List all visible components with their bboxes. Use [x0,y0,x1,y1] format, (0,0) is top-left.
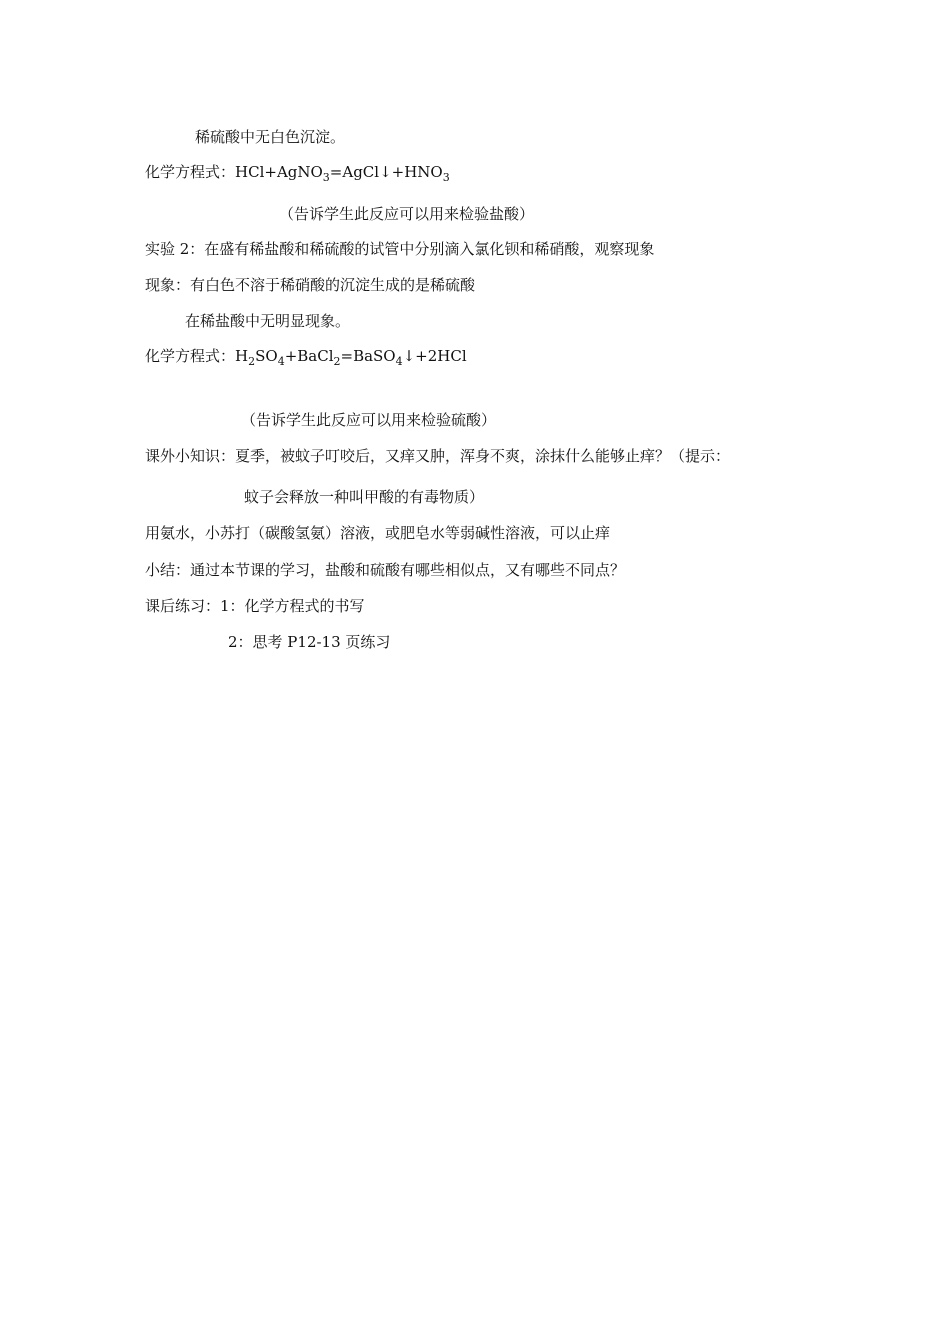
subscript: 2 [333,355,341,368]
text-line: 在稀盐酸中无明显现象。 [185,312,351,330]
subscript: 3 [322,171,330,184]
equation-line-1 [145,162,450,182]
equation-text: =BaSO [340,347,396,365]
equation-text: =AgCl↓+HNO [329,163,443,181]
equation-label: 化学方程式： [145,347,236,365]
note-line: （告诉学生此反应可以用来检验盐酸） [279,205,535,223]
subscript: 2 [248,355,256,368]
equation-line-2 [145,346,467,366]
text-line: 用氨水，小苏打（碳酸氢氨）溶液，或肥皂水等弱碱性溶液，可以止痒 [145,524,611,542]
subscript: 3 [442,171,450,184]
subscript: 4 [395,355,403,368]
equation-label: 化学方程式： [145,163,236,181]
subscript: 4 [277,355,285,368]
equation-text: HCl+AgNO [235,163,323,181]
text-line: 2：思考 P12-13 页练习 [228,633,391,651]
text-line: 课外小知识：夏季，被蚊子叮咬后，又痒又肿，浑身不爽，涂抹什么能够止痒？（提示： [145,447,731,465]
equation-text: SO [255,347,278,365]
text-line: 小结：通过本节课的学习，盐酸和硫酸有哪些相似点，又有哪些不同点？ [145,561,626,579]
text-line: 蚊子会释放一种叫甲酸的有毒物质） [244,488,485,506]
equation-text: H [235,347,249,365]
text-line: 现象：有白色不溶于稀硝酸的沉淀生成的是稀硫酸 [145,276,476,294]
equation-text: ↓+2HCl [402,347,467,365]
equation-text: +BaCl [284,347,334,365]
text-line: 实验 2：在盛有稀盐酸和稀硫酸的试管中分别滴入氯化钡和稀硝酸，观察现象 [145,240,655,258]
text-line: 课后练习：1：化学方程式的书写 [145,597,365,615]
note-line: （告诉学生此反应可以用来检验硫酸） [241,411,497,429]
text-line: 稀硫酸中无白色沉淀。 [195,128,346,146]
